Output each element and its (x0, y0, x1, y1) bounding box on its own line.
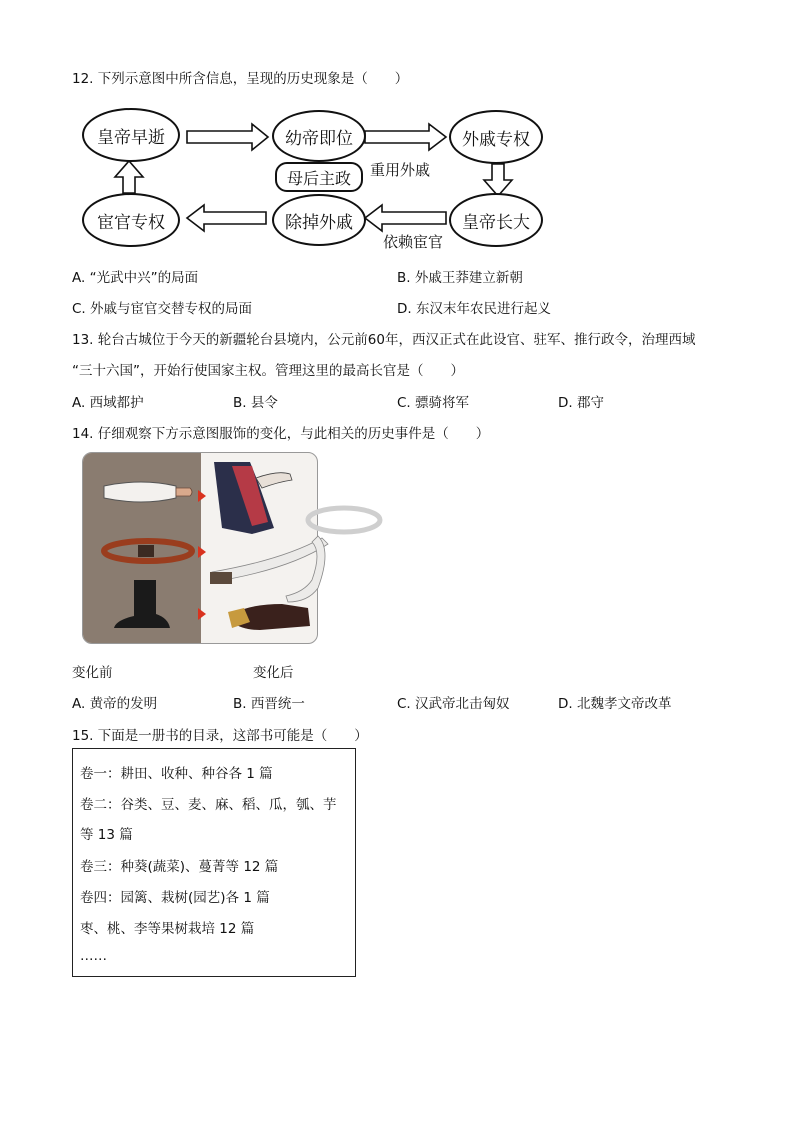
q13-stem-line1: 13. 轮台古城位于今天的新疆轮台县境内，公元前60年，西汉正式在此设官、驻军、推行政令，治理西域 (72, 332, 696, 348)
q12-option-d[interactable]: D. 东汉末年农民进行起义 (397, 301, 551, 317)
q13-option-b[interactable]: B. 县令 (233, 395, 278, 411)
node-emperor-early-death: 皇帝早逝 (82, 108, 180, 162)
q12-option-b[interactable]: B. 外戚王莽建立新朝 (397, 270, 523, 286)
pointer-1 (198, 490, 206, 502)
arrow-up (115, 161, 143, 193)
wide-sleeve-before (104, 482, 192, 502)
q13-stem-line2: “三十六国”，开始行使国家主权。管理这里的最高长官是（ ） (72, 363, 464, 379)
toc-line: 枣、桃、李等果树栽培 12 篇 (80, 921, 255, 937)
arrow-right-2 (365, 124, 446, 150)
clothing-figures (82, 452, 392, 642)
toc-line: 等 13 篇 (80, 827, 133, 843)
q14-option-a[interactable]: A. 黄帝的发明 (72, 696, 158, 712)
q14-option-b[interactable]: B. 西晋统一 (233, 696, 305, 712)
pointer-3 (198, 608, 206, 620)
node-child-emperor: 幼帝即位 (272, 110, 366, 162)
narrow-sleeve-after (214, 462, 292, 534)
node-emperor-grows-up: 皇帝长大 (449, 193, 543, 247)
toc-line: 卷一：耕田、收种、种谷各 1 篇 (80, 766, 273, 782)
toc-line: 卷四：园篱、栽树(园艺)各 1 篇 (80, 890, 270, 906)
caption-before: 变化前 (72, 665, 113, 681)
q12-option-a[interactable]: A. “光武中兴”的局面 (72, 270, 199, 286)
empress-dowager-box: 母后主政 (275, 162, 363, 192)
label-rely-eunuchs: 依赖宦官 (383, 233, 444, 251)
toc-line: 卷二：谷类、豆、麦、麻、稻、瓜，瓠、芋 (80, 797, 337, 813)
arrow-down (484, 164, 512, 196)
q12-stem: 12. 下列示意图中所含信息，呈现的历史现象是（ ） (72, 71, 409, 87)
q13-option-d[interactable]: D. 郡守 (558, 395, 604, 411)
label-reuse-consort-kin: 重用外戚 (370, 161, 431, 179)
arrow-left-1 (365, 205, 446, 231)
q15-stem: 15. 下面是一册书的目录，这部书可能是（ ） (72, 728, 368, 744)
toc-line: 卷三：种葵(蔬菜)、蔓菁等 12 篇 (80, 859, 279, 875)
arrow-left-2 (187, 205, 266, 231)
toc-line: …… (80, 948, 107, 964)
arrow-right-1 (187, 124, 268, 150)
node-consort-kin-power: 外戚专权 (449, 110, 543, 164)
q14-option-d[interactable]: D. 北魏孝文帝改革 (558, 696, 672, 712)
pointer-2 (198, 546, 206, 558)
boot-before (114, 580, 170, 628)
node-remove-consort-kin: 除掉外戚 (272, 194, 366, 246)
belt-before (104, 541, 192, 561)
q12-option-c[interactable]: C. 外戚与宦官交替专权的局面 (72, 301, 253, 317)
node-eunuch-power: 宦官专权 (82, 193, 180, 247)
q14-stem: 14. 仔细观察下方示意图服饰的变化，与此相关的历史事件是（ ） (72, 426, 490, 442)
q14-option-c[interactable]: C. 汉武帝北击匈奴 (397, 696, 510, 712)
boot-after (228, 604, 310, 630)
caption-after: 变化后 (253, 665, 294, 681)
q13-option-a[interactable]: A. 西域都护 (72, 395, 144, 411)
q13-option-c[interactable]: C. 骠骑将军 (397, 395, 470, 411)
